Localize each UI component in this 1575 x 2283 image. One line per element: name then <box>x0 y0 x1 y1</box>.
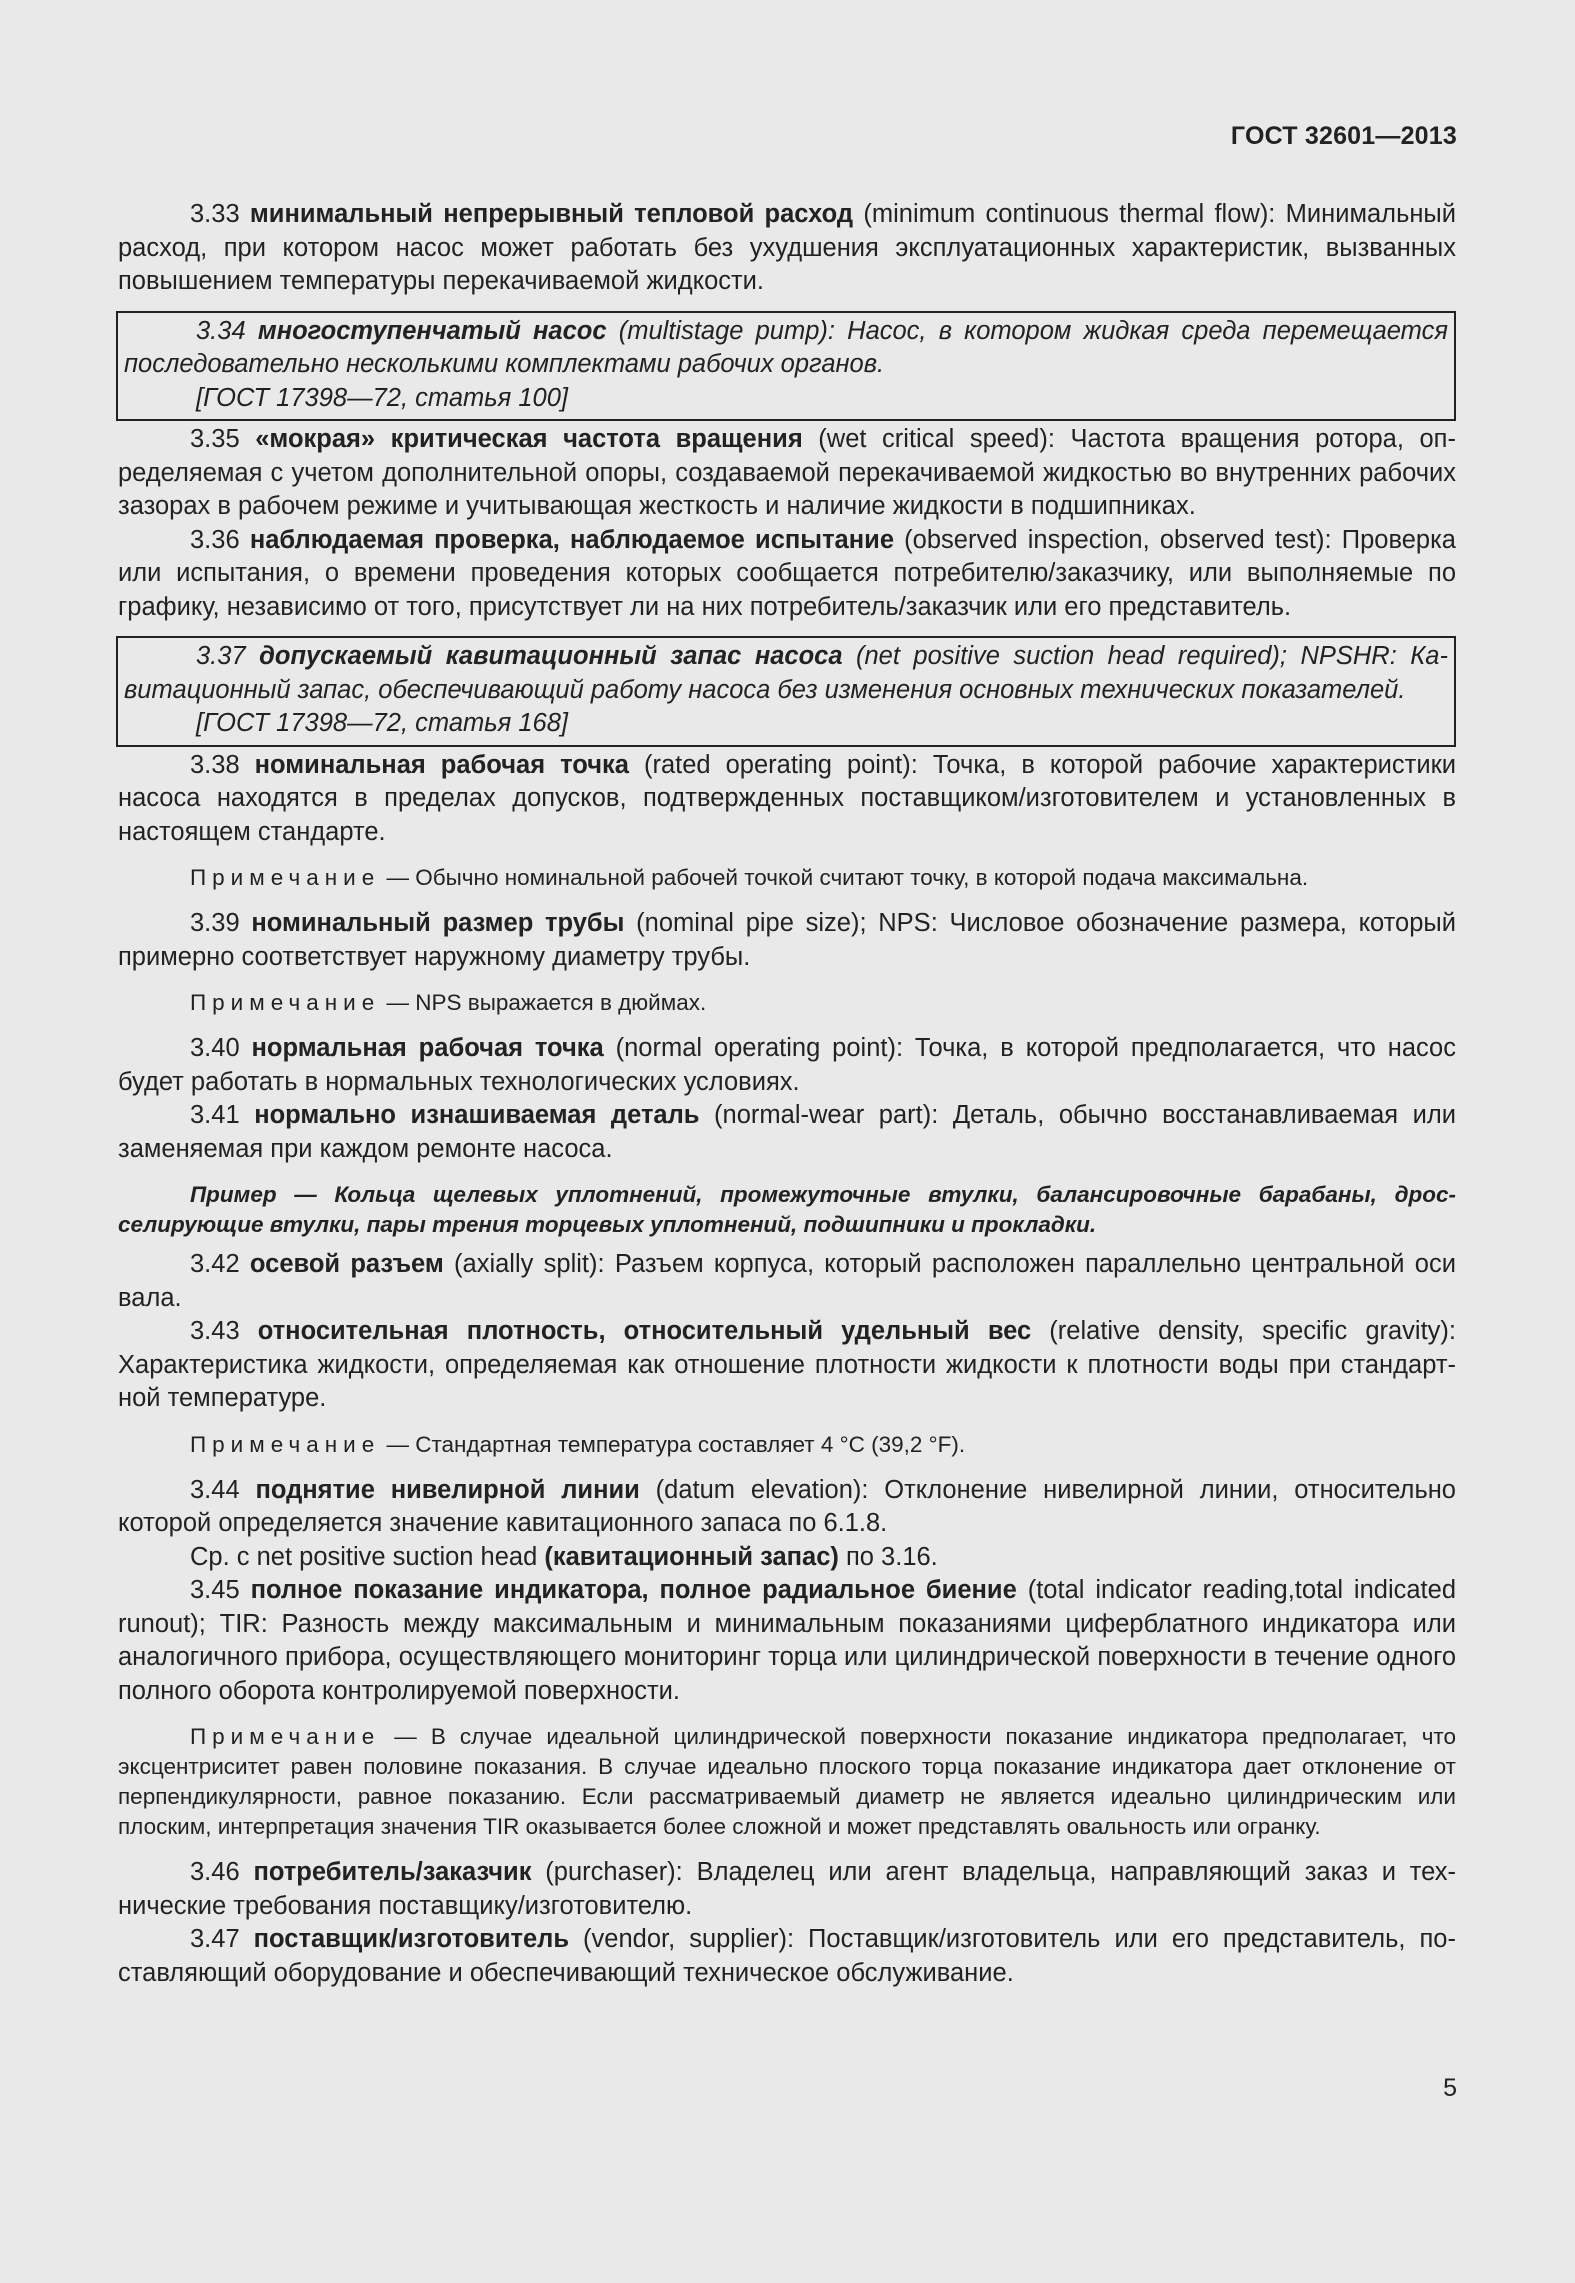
term-definition: (observed inspection, observed test): Проверка или испытания, о времени проведения которых сообщается потребителю/заказчику, или выполняемые по графику, независимо от того, присутствует ли на них потребитель/заказчик или его представитель. <box>118 525 1456 621</box>
term-number: 3.37 <box>196 642 246 670</box>
term-3-36 <box>118 524 1456 625</box>
term-3-47 <box>118 1923 1456 1990</box>
term-number: 3.35 <box>190 425 240 453</box>
term-title: номинальная рабочая точка <box>254 750 629 779</box>
quoted-term-box-3-34 <box>116 311 1456 422</box>
term-3-37 <box>124 640 1448 707</box>
term-title: относительная плотность, относительный удельный вес <box>257 1317 1032 1345</box>
term-number: 3.47 <box>190 1925 240 1953</box>
term-3-45 <box>118 1574 1456 1708</box>
term-3-44-crossref <box>118 1541 1456 1575</box>
term-definition: (axially split): Разъем корпуса, который расположен параллельно центральной оси вала. <box>118 1250 1456 1312</box>
term-3-42 <box>118 1248 1456 1315</box>
term-definition: (net positive suction head required); NPSHR: Кавитационный запас, обеспечивающий работу насоса без изменения основных технических показателей. <box>124 642 1448 704</box>
term-3-43 <box>118 1315 1456 1416</box>
crossref-text: Ср. с net positive suction head <box>190 1542 545 1571</box>
note-text: — Стандартная температура составляет 4 °С (39,2 °F). <box>380 1431 966 1457</box>
note-label: Примечание <box>190 990 381 1015</box>
term-3-39 <box>118 907 1456 974</box>
term-3-35 <box>118 423 1456 524</box>
term-number: 3.42 <box>190 1250 240 1278</box>
example-3-41: Пример — Кольца щелевых уплотнений, промежуточные втулки, балансировочные барабаны, дросселирующие втулки, пары трения торцевых уплотнений, подшипники и прокладки. <box>118 1182 1456 1237</box>
term-3-40 <box>118 1032 1456 1099</box>
note-text: — Обычно номинальной рабочей точкой считают точку, в которой подача максимальна. <box>380 865 1309 890</box>
term-number: 3.46 <box>190 1858 240 1886</box>
quoted-term-box-3-37 <box>116 636 1456 747</box>
term-definition: (relative density, specific gravity): Характеристика жидкости, определяемая как отношение плотности жидкости к плотности воды при стандартной температуре. <box>118 1317 1456 1412</box>
term-definition: (total indicator reading,total indicated runout); TIR: Разность между максимальным и минимальным показаниями циферблатного индикатора или аналогичного прибора, осуществляющего мониторинг торца или цилиндрической поверхности в течение одного полного оборота контролируемой поверхности. <box>118 1576 1456 1705</box>
term-definition: (normal operating point): Точка, в которой предполагается, что насос будет работать в нормальных технологических условиях. <box>118 1034 1456 1096</box>
term-number: 3.43 <box>190 1317 240 1345</box>
term-number: 3.40 <box>190 1034 240 1062</box>
note-label: Примечание <box>190 865 381 890</box>
note-text: — В случае идеальной цилиндрической поверхности показание индикатора предполагает, что эксцентриситет равен половине показания. В случае идеально плоского торца показание индикатора дает отклонение от перпендикулярности, равное показанию. Если рассматриваемый диаметр не является идеально цилиндрическим или плоским, интерпретация значения TIR оказывается более сложной и может представлять овальность или огранку. <box>118 1724 1456 1839</box>
term-3-33 <box>118 198 1456 299</box>
page-number: 5 <box>1443 2074 1457 2102</box>
note-3-43 <box>118 1430 1456 1460</box>
term-definition: (purchaser): Владелец или агент владельца, направляющий заказ и технические требования поставщику/изготовителю. <box>118 1858 1456 1920</box>
term-number: 3.41 <box>190 1101 240 1129</box>
crossref-target: по 3.16. <box>838 1542 938 1571</box>
crossref-term: (кавитационный запас) <box>544 1542 839 1571</box>
term-3-44 <box>118 1474 1456 1541</box>
term-definition: (rated operating point): Точка, в которой рабочие характеристики насоса находятся в пределах допусков, подтвержденных поставщиком/изготовителем и установленных в настоящем стандарте. <box>118 750 1456 846</box>
standard-reference: [ГОСТ 17398—72, статья 100] <box>196 383 568 412</box>
standard-reference: [ГОСТ 17398—72, статья 168] <box>196 709 568 737</box>
note-3-38 <box>118 863 1456 893</box>
note-3-45 <box>118 1722 1456 1842</box>
term-3-38 <box>118 749 1456 850</box>
term-title: допускаемый кавитационный запас насоса <box>259 642 843 670</box>
term-title: минимальный непрерывный тепловой расход <box>249 200 854 228</box>
term-definition: (minimum continuous thermal flow): Минимальный расход, при котором насос может работать без ухудшения эксплуатационных характеристик, вызванных повышением температуры перекачиваемой жидкости. <box>118 200 1457 295</box>
term-3-46 <box>118 1856 1456 1923</box>
term-3-41 <box>118 1099 1456 1166</box>
term-number: 3.36 <box>190 525 240 554</box>
term-definition: (multistage pump): Насос, в котором жидкая среда перемещается последовательно несколькими комплектами рабочих органов. <box>124 316 1449 378</box>
term-3-34 <box>124 315 1448 382</box>
term-number: 3.44 <box>190 1475 240 1504</box>
term-title: полное показание индикатора, полное радиальное биение <box>250 1576 1017 1604</box>
term-number: 3.33 <box>190 200 240 228</box>
term-number: 3.38 <box>190 750 240 779</box>
term-title: нормально изнашиваемая деталь <box>254 1101 700 1129</box>
note-label: Примечание <box>190 1431 381 1457</box>
term-definition: (datum elevation): Отклонение нивелирной линии, относительно которой определяется значение кавитационного запаса по 6.1.8. <box>118 1475 1456 1537</box>
term-title: «мокрая» критическая частота вращения <box>255 425 803 453</box>
note-label: Примечание <box>190 1724 381 1749</box>
term-title: наблюдаемая проверка, наблюдаемое испытание <box>249 525 894 554</box>
term-title: нормальная рабочая точка <box>251 1034 604 1062</box>
term-title: поднятие нивелирной линии <box>255 1475 640 1504</box>
term-number: 3.45 <box>190 1576 240 1604</box>
term-definition: (nominal pipe size); NPS: Числовое обозначение размера, который примерно соответствует наружному диаметру трубы. <box>118 909 1456 971</box>
document-header: ГОСТ 32601—2013 <box>1230 122 1457 150</box>
term-title: номинальный размер трубы <box>251 909 625 937</box>
term-title: осевой разъем <box>249 1250 444 1278</box>
term-number: 3.39 <box>190 909 240 937</box>
term-definition: (wet critical speed): Частота вращения ротора, определяемая с учетом дополнительной опоры, создаваемой перекачиваемой жидкостью во внутренних рабочих зазорах в рабочем режиме и учитывающая жесткость и наличие жидкости в подшипниках. <box>118 425 1456 520</box>
note-3-39 <box>118 988 1456 1018</box>
term-number: 3.34 <box>196 316 246 345</box>
term-title: поставщик/изготовитель <box>253 1925 570 1953</box>
term-title: многоступенчатый насос <box>257 316 607 345</box>
term-title: потребитель/заказчик <box>253 1858 532 1886</box>
document-body <box>118 198 1456 1990</box>
term-definition: (normal-wear part): Деталь, обычно восстанавливаемая или заменяемая при каждом ремонте насоса. <box>118 1101 1456 1163</box>
note-text: — NPS выражается в дюймах. <box>380 990 707 1015</box>
term-definition: (vendor, supplier): Поставщик/изготовитель или его представитель, поставляющий оборудование и обеспечивающий техническое обслуживание. <box>118 1925 1456 1987</box>
